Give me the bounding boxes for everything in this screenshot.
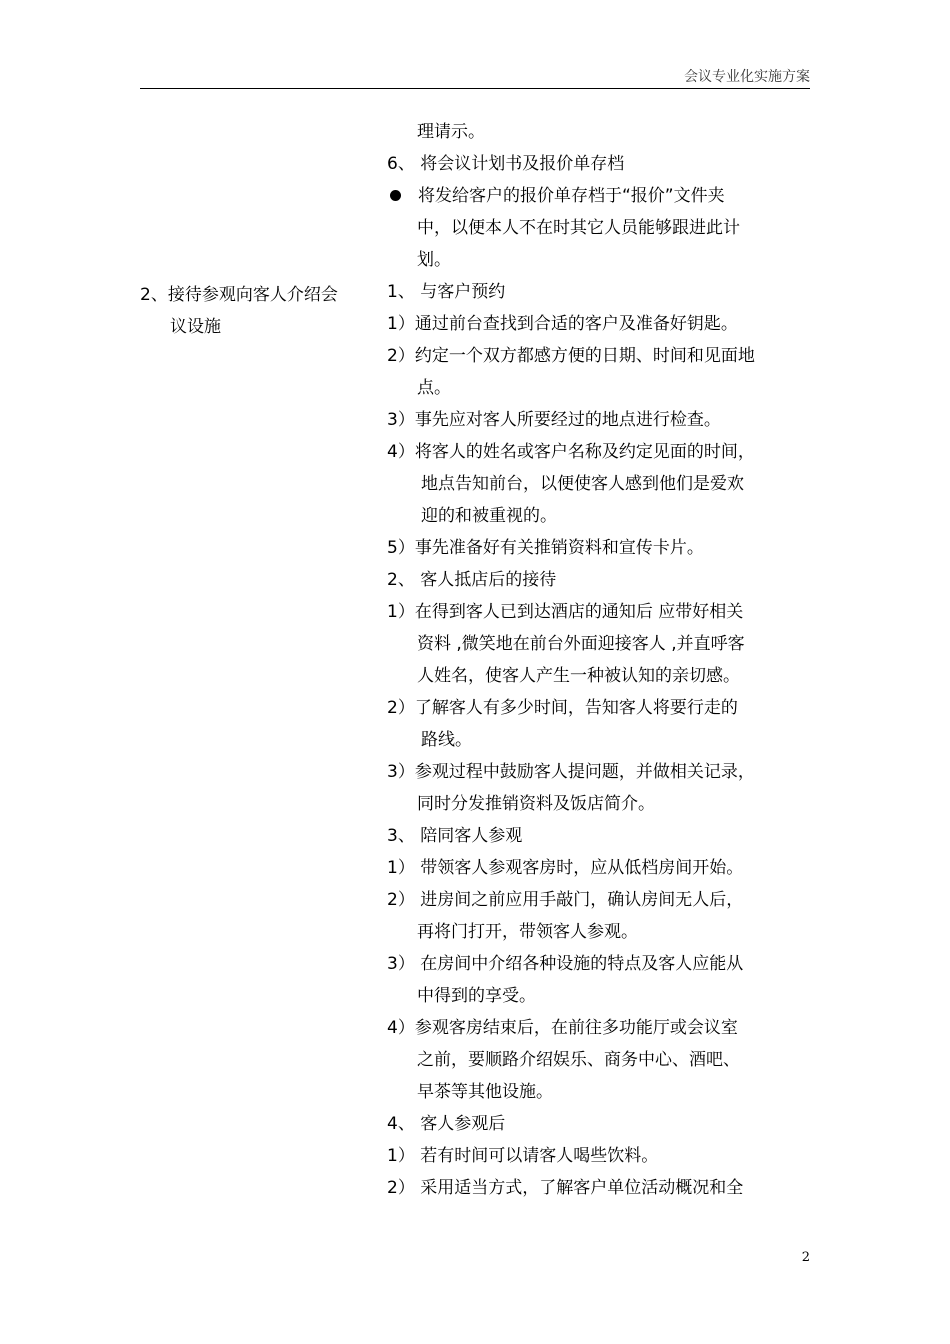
text-line: 4）将客人的姓名或客户名称及约定见面的时间， [387, 442, 755, 462]
bullet-line [387, 180, 817, 212]
text-line: 之前，要顺路介绍娱乐、商务中心、酒吧、 [417, 1050, 740, 1070]
text-line: 3）事先应对客人所要经过的地点进行检查。 [387, 410, 721, 430]
text-line: 1） 带领客人参观客房时，应从低档房间开始。 [387, 858, 744, 878]
page-header: 会议专业化实施方案 [684, 69, 810, 85]
text-line: 3） 在房间中介绍各种设施的特点及客人应能从 [387, 954, 744, 974]
header-rule [140, 88, 810, 89]
text-line: 理请示。 [417, 122, 485, 142]
text-line: 2、 客人抵店后的接待 [387, 570, 557, 590]
text-line: 1）在得到客人已到达酒店的通知后 应带好相关 [387, 602, 744, 622]
section-title-line1: 2、接待参观向客人介绍会 [140, 285, 338, 305]
text-line: 再将门打开，带领客人参观。 [417, 922, 638, 942]
text-line: 早茶等其他设施。 [417, 1082, 553, 1102]
text-line: 2） 采用适当方式，了解客户单位活动概况和全 [387, 1178, 744, 1198]
text-line: 6、 将会议计划书及报价单存档 [387, 154, 625, 174]
text-line: 1、 与客户预约 [387, 282, 506, 302]
text-line: 2）约定一个双方都感方便的日期、时间和见面地 [387, 346, 755, 366]
left-column [140, 279, 380, 343]
right-column [387, 116, 817, 1204]
text-line: 1）通过前台查找到合适的客户及准备好钥匙。 [387, 314, 738, 334]
text-line: 同时分发推销资料及饭店简介。 [417, 794, 655, 814]
text-line: 4）参观客房结束后，在前往多功能厅或会议室 [387, 1018, 738, 1038]
section-title-line2: 议设施 [170, 317, 221, 337]
text-line: 4、 客人参观后 [387, 1114, 506, 1134]
text-line: 中得到的享受。 [417, 986, 536, 1006]
page-number: 2 [801, 1250, 810, 1265]
text-line: 地点告知前台，以便使客人感到他们是爱欢 [421, 474, 744, 494]
text-line: 资料 ,微笑地在前台外面迎接客人 ,并直呼客 [417, 634, 745, 654]
bullet-text: 将发给客户的报价单存档于“报价”文件夹 [418, 186, 725, 206]
text-line: 中，以便本人不在时其它人员能够跟进此计 [417, 218, 740, 238]
text-line: 点。 [417, 378, 451, 398]
text-line: 划。 [417, 250, 451, 270]
text-line: 1） 若有时间可以请客人喝些饮料。 [387, 1146, 659, 1166]
bullet-icon [390, 190, 401, 201]
text-line: 2）了解客人有多少时间，告知客人将要行走的 [387, 698, 738, 718]
text-line: 2） 进房间之前应用手敲门，确认房间无人后， [387, 890, 744, 910]
text-line: 5）事先准备好有关推销资料和宣传卡片。 [387, 538, 704, 558]
text-line: 路线。 [421, 730, 472, 750]
text-line: 3、 陪同客人参观 [387, 826, 523, 846]
text-line: 3）参观过程中鼓励客人提问题，并做相关记录， [387, 762, 755, 782]
text-line: 迎的和被重视的。 [421, 506, 557, 526]
text-line: 人姓名，使客人产生一种被认知的亲切感。 [417, 666, 740, 686]
